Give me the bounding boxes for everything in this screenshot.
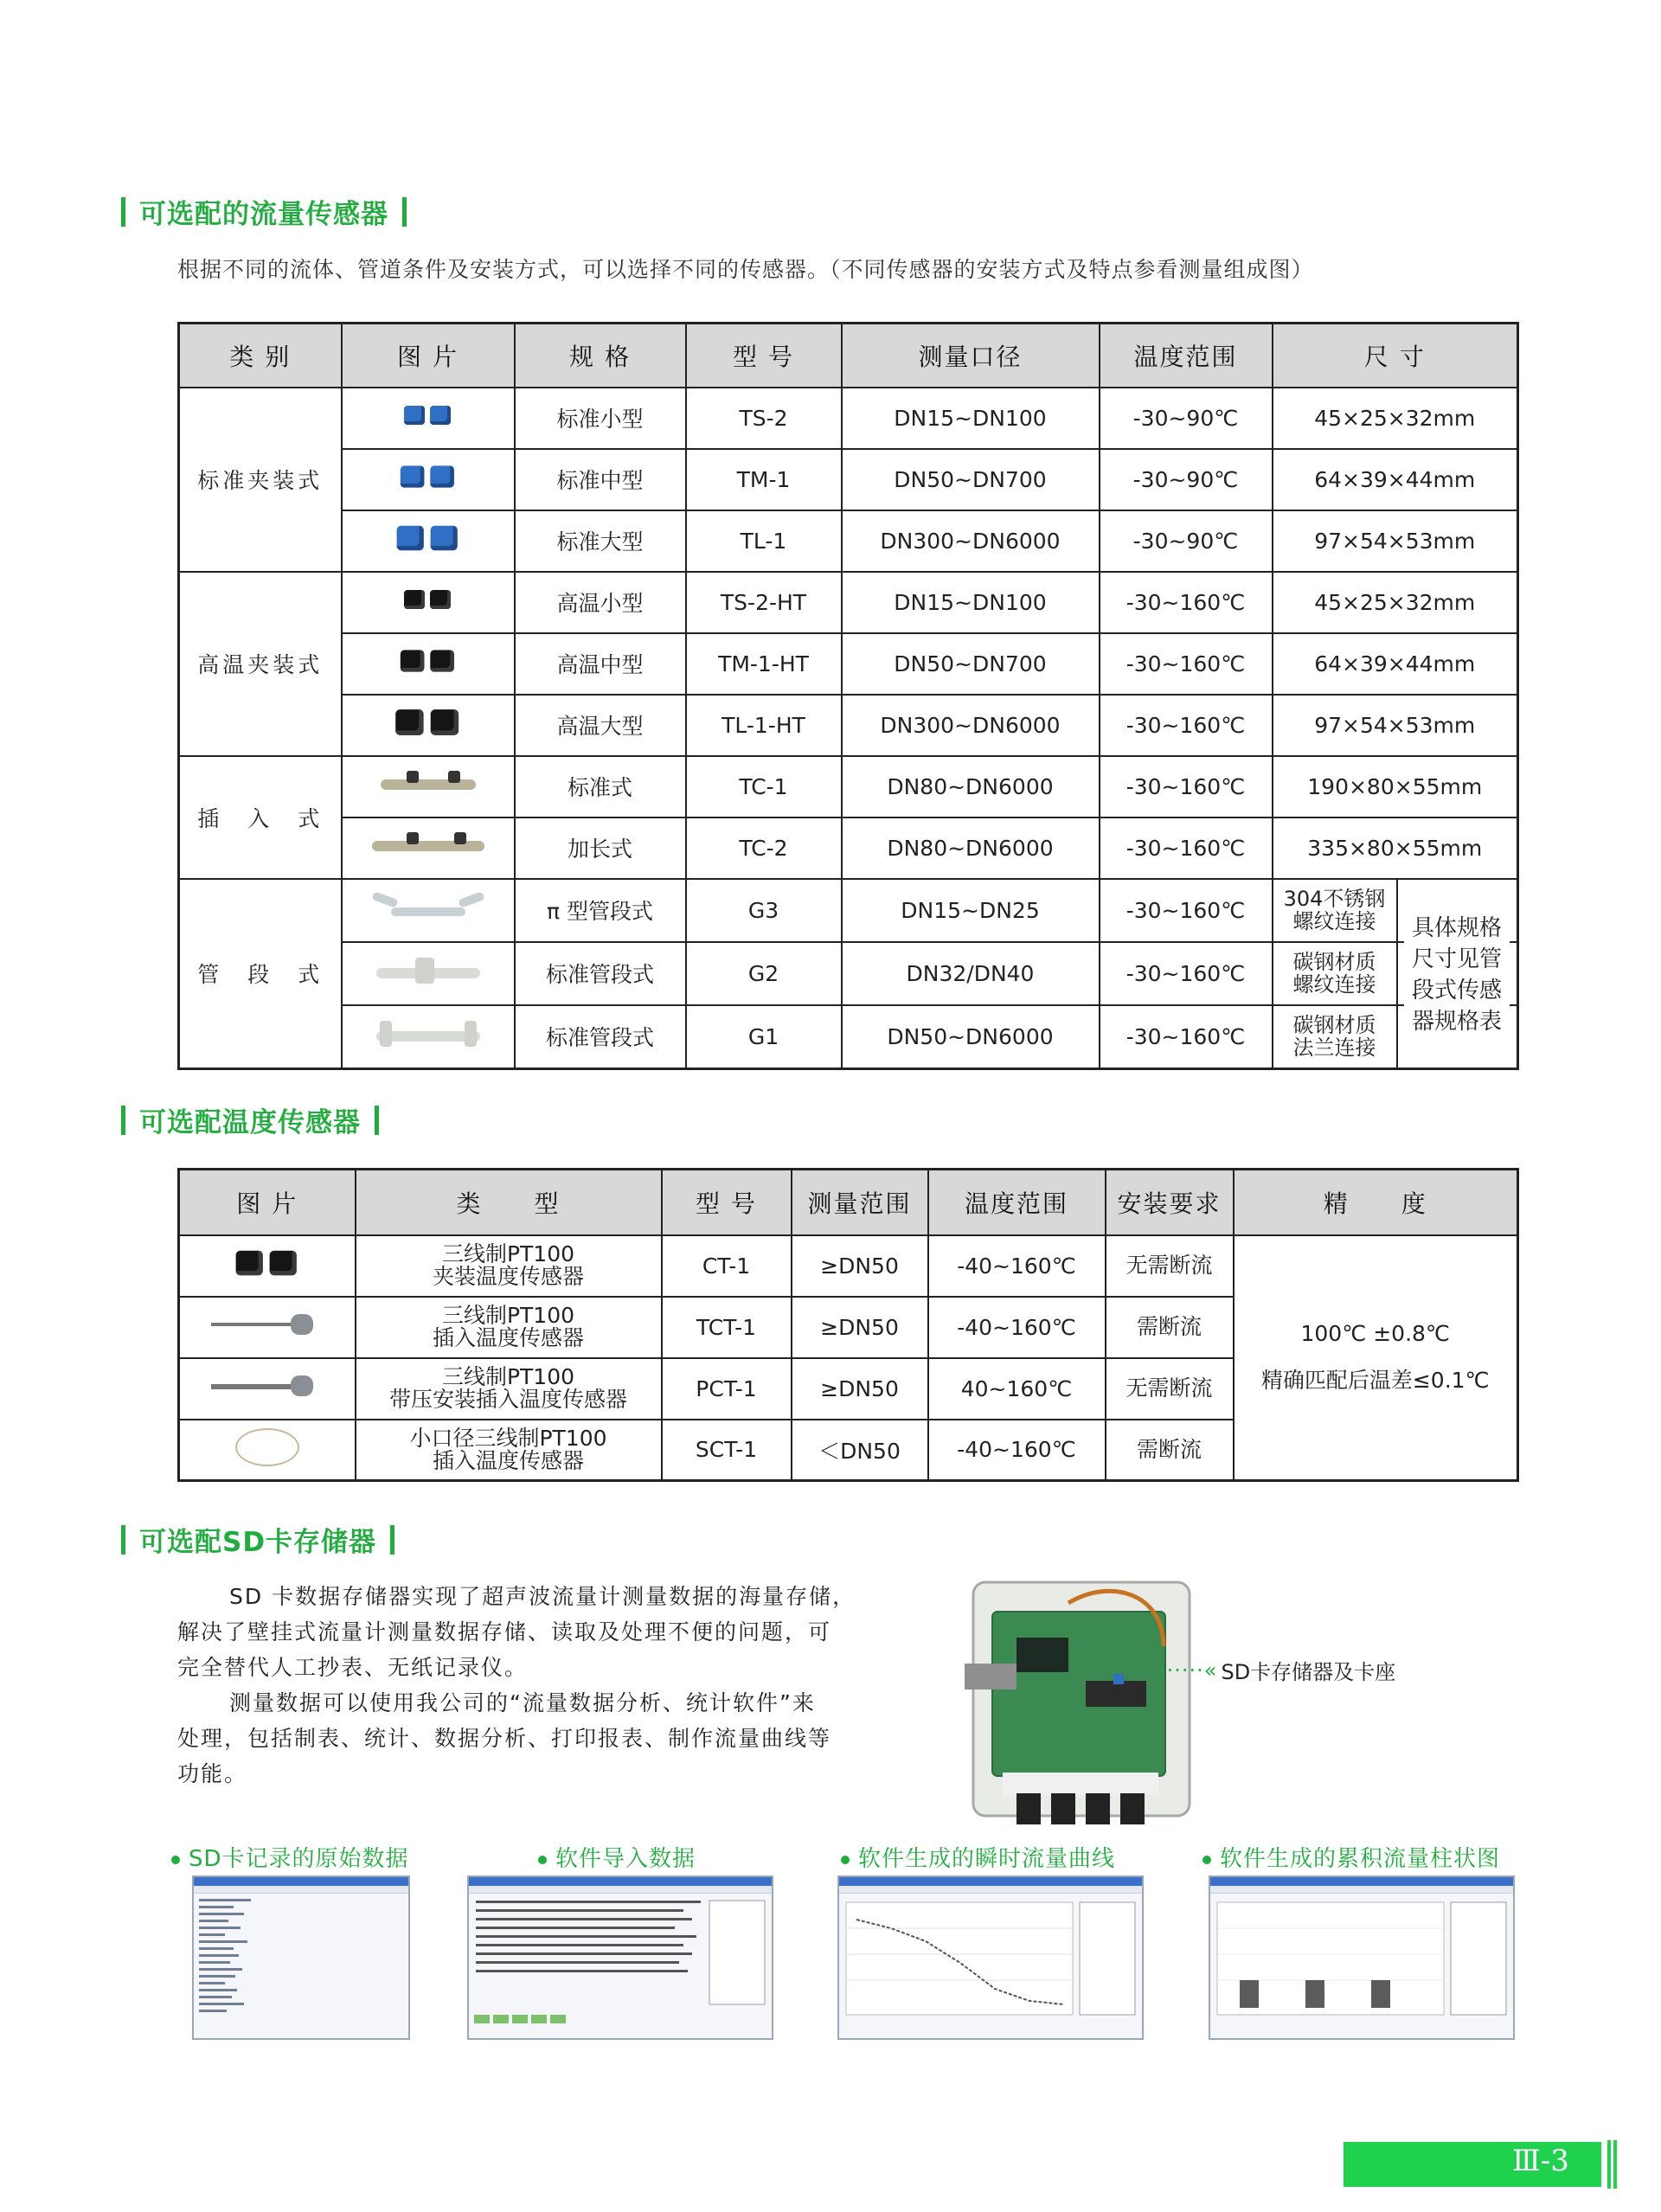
precision-line-1: 100℃ ±0.8℃ [1300,1320,1451,1346]
model-cell: SCT-1 [662,1420,792,1481]
range-cell: ≥DN50 [792,1235,928,1297]
category-cell: 管 段 式 [179,879,342,1069]
spec-cell: 标准管段式 [515,942,686,1005]
title-bar-right [390,1525,394,1555]
model-cell: PCT-1 [662,1358,792,1420]
flanged-pipe-section-icon [376,1019,480,1048]
type-line-1: 小口径三线制PT100 [409,1425,607,1451]
black-clamp-sensor-icon [402,587,454,612]
sd-section-title-text: 可选配SD卡存储器 [139,1527,377,1558]
type-cell [356,1420,662,1481]
header-type: 类 型 [356,1170,662,1235]
diameter-cell: DN15~DN100 [842,572,1100,633]
header-precision: 精 度 [1234,1170,1518,1235]
type-cell [356,1235,662,1297]
insertion-sensor-icon [381,771,476,797]
diameter-cell: DN32/DN40 [842,942,1100,1005]
table-row [179,695,1518,756]
spec-cell: 标准式 [515,756,686,817]
title-bar-right [402,197,407,227]
screen-label-text: SD卡记录的原始数据 [189,1846,409,1872]
header-model: 型 号 [662,1170,792,1235]
diameter-cell: DN50~DN700 [842,633,1100,695]
temp-cell: -40~160℃ [928,1297,1106,1358]
precision-line-2: 精确匹配后温差≤0.1℃ [1260,1367,1490,1393]
table-row [179,942,1518,1005]
diameter-cell: DN50~DN700 [842,449,1100,510]
type-line-2: 插入温度传感器 [432,1447,584,1473]
spec-cell: 高温大型 [515,695,686,756]
size-cell: 97×54×53mm [1273,510,1518,572]
sd-card-device-image [965,1577,1202,1838]
model-cell: G3 [686,879,842,942]
para-line: 处理，包括制表、统计、数据分析、打印报表、制作流量曲线等 [177,1726,832,1751]
install-cell: 需断流 [1106,1297,1234,1358]
temp-sensor-table [177,1168,1519,1482]
spec-cell: π 型管段式 [515,879,686,942]
temp-cell: -30~160℃ [1100,942,1273,1005]
screen-label-text: 软件生成的瞬时流量曲线 [858,1846,1116,1872]
sd-section-title [121,1520,394,1559]
model-cell: TC-2 [686,817,842,879]
table-row [179,510,1518,572]
raw-data-screenshot [192,1875,410,2040]
table-row [179,388,1518,449]
black-clamp-sensor-icon [398,646,458,676]
range-cell: ≥DN50 [792,1358,928,1420]
title-bar-left [121,1525,125,1555]
insertion-sensor-icon [372,832,484,858]
header-temp-range: 温度范围 [1100,324,1273,388]
type-line-2: 插入温度传感器 [432,1325,584,1350]
size-cell: 335×80×55mm [1273,817,1518,879]
category-cell: 插 入 式 [179,756,342,879]
range-cell: ≥DN50 [792,1297,928,1358]
blue-clamp-sensor-icon [398,462,458,492]
para-line: 测量数据可以使用我公司的“流量数据分析、统计软件”来 [229,1690,816,1715]
picture-cell [342,388,515,449]
temp-cell: -30~160℃ [1100,756,1273,817]
picture-cell [342,633,515,695]
picture-cell [179,1235,356,1297]
temp-section-title-text: 可选配温度传感器 [139,1107,361,1138]
model-cell: G1 [686,1005,842,1069]
table-row [179,817,1518,879]
table-row [179,1005,1518,1069]
pressure-insertion-temperature-sensor-icon [211,1375,324,1396]
sd-paragraph-1 [177,1579,856,1685]
picture-cell [342,756,515,817]
temp-cell: -30~160℃ [1100,817,1273,879]
spec-cell: 标准中型 [515,449,686,510]
header-size: 尺 寸 [1273,324,1518,388]
temp-cell: -30~160℃ [1100,572,1273,633]
import-data-table-image [469,1894,772,2037]
type-line-1: 三线制PT100 [441,1303,575,1328]
diameter-cell: DN50~DN6000 [842,1005,1100,1069]
size-cell: 碳钢材质 螺纹连接 [1273,943,1398,1004]
install-cell: 无需断流 [1106,1235,1234,1297]
spec-cell: 高温中型 [515,633,686,695]
temp-cell: -40~160℃ [928,1420,1106,1481]
model-cell: TM-1-HT [686,633,842,695]
picture-cell [342,695,515,756]
picture-cell [342,449,515,510]
bullet-icon [1202,1856,1211,1864]
install-cell: 无需断流 [1106,1358,1234,1420]
spec-cell: 高温小型 [515,572,686,633]
temp-cell: -30~160℃ [1100,695,1273,756]
type-line-1: 三线制PT100 [441,1364,575,1389]
table-row [179,633,1518,695]
bullet-icon [538,1856,547,1864]
model-cell: TL-1 [686,510,842,572]
precision-cell [1234,1235,1518,1481]
type-line-2: 带压安装插入温度传感器 [388,1387,627,1412]
instant-flow-curve-image [839,1894,1142,2037]
temp-cell: -30~90℃ [1100,388,1273,449]
picture-cell [342,572,515,633]
footer-stripes [1607,2140,1619,2189]
diameter-cell: DN15~DN100 [842,388,1100,449]
title-bar-right [375,1106,379,1135]
picture-cell [342,817,515,879]
temp-cell: -30~90℃ [1100,510,1273,572]
flow-sensor-table [177,322,1519,1070]
model-cell: TS-2-HT [686,572,842,633]
flow-curve-screenshot [837,1875,1144,2040]
para-line: 解决了壁挂式流量计测量数据存储、读取及处理不便的问题，可 [177,1619,832,1645]
callout-text: SD卡存储器及卡座 [1221,1660,1396,1684]
model-cell: CT-1 [662,1235,792,1297]
type-line-2: 夹装温度传感器 [432,1264,584,1289]
picture-cell [179,1297,356,1358]
header-spec: 规 格 [515,324,686,388]
model-cell: TL-1-HT [686,695,842,756]
diameter-cell: DN15~DN25 [842,879,1100,942]
header-install: 安装要求 [1106,1170,1234,1235]
header-diameter: 测量口径 [842,324,1100,388]
model-cell: TS-2 [686,388,842,449]
header-category: 类 别 [179,324,342,388]
picture-cell [342,879,515,942]
black-clamp-sensor-icon [393,705,463,741]
screen-label-text: 软件生成的累积流量柱状图 [1220,1846,1501,1872]
table-row [179,449,1518,510]
screen-label [1202,1841,1500,1873]
spec-cell: 标准小型 [515,388,686,449]
pipe-section-note: 具体规格尺寸见管段式传感器规格表 [1404,901,1510,1048]
import-data-screenshot [467,1875,773,2040]
temp-cell: -30~90℃ [1100,449,1273,510]
table-row [179,879,1518,942]
model-cell: G2 [686,942,842,1005]
model-cell: TC-1 [686,756,842,817]
clamp-temperature-sensor-icon [234,1247,301,1280]
temp-table-header [179,1170,1518,1235]
size-cell: 304不锈钢 螺纹连接 [1273,880,1398,941]
type-cell [356,1297,662,1358]
category-cell: 高温夹装式 [179,572,342,756]
title-bar-left [121,197,125,227]
para-line: 功能。 [177,1761,248,1786]
para-line: 完全替代人工抄表、无纸记录仪。 [177,1655,529,1680]
type-line-1: 三线制PT100 [441,1241,575,1266]
blue-clamp-sensor-icon [402,402,454,428]
sd-card-callout [1159,1655,1395,1685]
temp-cell: -30~160℃ [1100,633,1273,695]
spec-cell: 加长式 [515,817,686,879]
install-cell: 需断流 [1106,1420,1234,1481]
picture-cell [179,1420,356,1481]
category-cell: 标准夹装式 [179,388,342,572]
table-row [179,572,1518,633]
threaded-pipe-section-icon [376,956,480,985]
small-bore-temperature-sensor-icon [235,1428,299,1466]
callout-leader-icon: ······« [1159,1657,1218,1683]
spec-cell: 标准管段式 [515,1005,686,1069]
picture-cell [342,510,515,572]
size-cell: 45×25×32mm [1273,572,1518,633]
cumulative-flow-bar-image [1210,1894,1513,2037]
header-range: 测量范围 [792,1170,928,1235]
temp-cell: 40~160℃ [928,1358,1106,1420]
size-cell: 190×80×55mm [1273,756,1518,817]
diameter-cell: DN300~DN6000 [842,695,1100,756]
range-cell: ＜DN50 [792,1420,928,1481]
pi-pipe-section-icon [372,892,484,923]
flow-table-header [179,324,1518,388]
size-cell: 64×39×44mm [1273,633,1518,695]
diameter-cell: DN80~DN6000 [842,756,1100,817]
cumulative-flow-screenshot [1209,1875,1515,2040]
screen-label-text: 软件导入数据 [555,1846,696,1872]
type-cell [356,1358,662,1420]
temp-cell: -40~160℃ [928,1235,1106,1297]
flow-section-intro: 根据不同的流体、管道条件及安装方式，可以选择不同的传感器。（不同传感器的安装方式及特点参看测量组成图） [177,257,1314,282]
sd-paragraph-2 [177,1685,831,1792]
flow-section-title [121,192,407,231]
flow-section-title-text: 可选配的流量传感器 [139,199,388,230]
raw-data-text-image [194,1894,408,2037]
size-cell: 64×39×44mm [1273,449,1518,510]
bullet-icon [841,1856,850,1864]
size-cell: 97×54×53mm [1273,695,1518,756]
table-row [179,1235,1518,1297]
insertion-temperature-sensor-icon [211,1314,324,1335]
table-row [179,756,1518,817]
diameter-cell: DN300~DN6000 [842,510,1100,572]
model-cell: TM-1 [686,449,842,510]
size-cell: 碳钢材质 法兰连接 [1273,1006,1398,1068]
temp-cell: -30~160℃ [1100,879,1273,942]
screen-label [538,1841,696,1873]
temp-cell: -30~160℃ [1100,1005,1273,1069]
picture-cell [342,1005,515,1069]
screen-label [841,1841,1115,1873]
header-temp-range: 温度范围 [928,1170,1106,1235]
spec-cell: 标准大型 [515,510,686,572]
blue-clamp-sensor-icon [394,522,462,555]
picture-cell [179,1358,356,1420]
bullet-icon [171,1856,180,1864]
header-model: 型 号 [686,324,842,388]
para-line: SD 卡数据存储器实现了超声波流量计测量数据的海量存储， [229,1584,856,1609]
temp-section-title [121,1100,379,1139]
header-picture: 图 片 [342,324,515,388]
title-bar-left [121,1106,125,1135]
model-cell: TCT-1 [662,1297,792,1358]
size-cell: 45×25×32mm [1273,388,1518,449]
header-picture: 图 片 [179,1170,356,1235]
diameter-cell: DN80~DN6000 [842,817,1100,879]
page-number: Ⅲ-3 [1512,2144,1569,2178]
picture-cell [342,942,515,1005]
screen-label [171,1841,409,1873]
